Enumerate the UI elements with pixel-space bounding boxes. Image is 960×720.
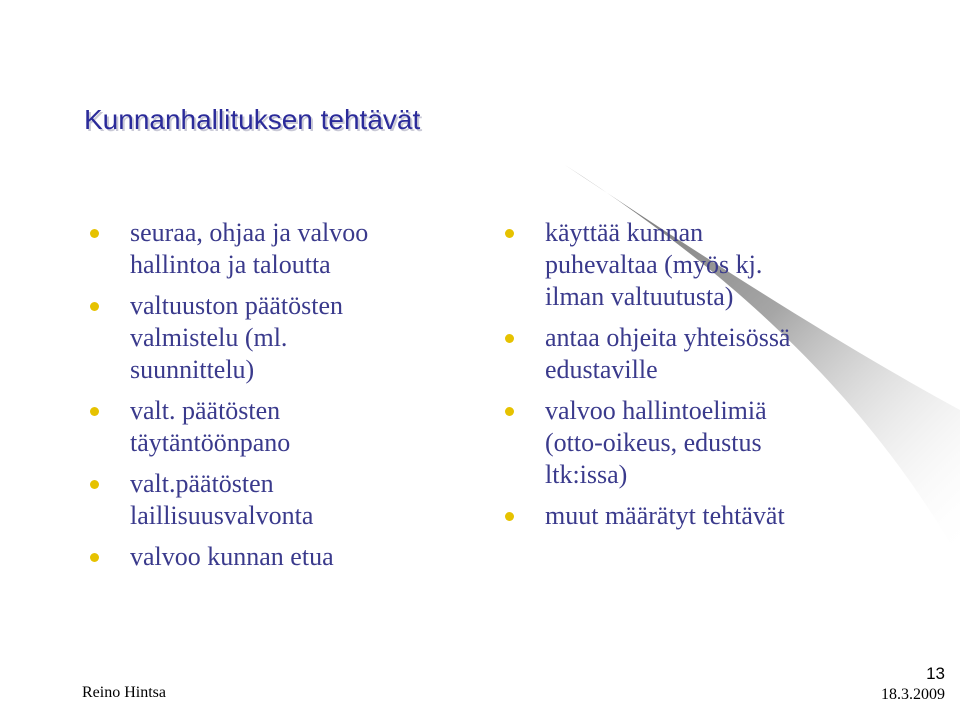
bullet-dot-icon	[505, 322, 545, 354]
list-item	[90, 217, 420, 281]
left-bullet-list	[90, 217, 420, 582]
list-item-text: käyttää kunnan puhevaltaa (myös kj. ilman valtuutusta)	[545, 218, 763, 311]
list-item	[90, 290, 420, 386]
list-item	[90, 395, 420, 459]
list-item	[505, 322, 925, 386]
bullet-dot-icon	[90, 541, 130, 573]
right-bullet-list	[505, 217, 925, 541]
list-item-text: antaa ohjeita yhteisössä edustaville	[545, 323, 791, 384]
footer-date: 18.3.2009	[881, 686, 945, 703]
bullet-dot-icon	[505, 217, 545, 249]
list-item	[90, 541, 420, 573]
list-item	[90, 468, 420, 532]
bullet-dot-icon	[90, 217, 130, 249]
list-item-text: seuraa, ohjaa ja valvoo hallintoa ja taloutta	[130, 218, 369, 279]
list-item	[505, 395, 925, 491]
list-item	[505, 500, 925, 532]
bullet-dot-icon	[90, 395, 130, 427]
bullet-dot-icon	[90, 468, 130, 500]
list-item-text: valt. päätösten täytäntöönpano	[130, 396, 291, 457]
list-item-text: valvoo kunnan etua	[130, 542, 334, 571]
bullet-dot-icon	[505, 395, 545, 427]
list-item-text: valt.päätösten laillisuusvalvonta	[130, 469, 314, 530]
bullet-dot-icon	[505, 500, 545, 532]
list-item-text: valtuuston päätösten valmistelu (ml. suunnittelu)	[130, 291, 344, 384]
page-number: 13	[926, 664, 945, 683]
list-item-text: valvoo hallintoelimiä (otto-oikeus, edustus ltk:issa)	[545, 396, 767, 489]
bullet-dot-icon	[90, 290, 130, 322]
list-item-text: muut määrätyt tehtävät	[545, 501, 785, 530]
slide-title: Kunnanhallituksen tehtävät	[84, 104, 421, 135]
list-item	[505, 217, 925, 313]
footer-author: Reino Hintsa	[82, 684, 166, 701]
